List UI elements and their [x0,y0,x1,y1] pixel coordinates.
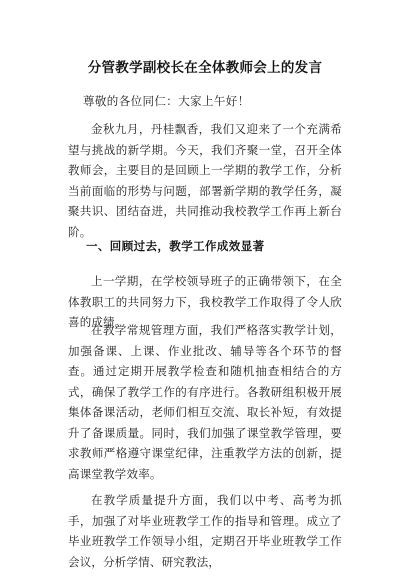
greeting-line: 尊敬的各位同仁：大家上午好！ [83,94,250,108]
section-heading: 一、回顾过去，教学工作成效显著 [86,239,265,253]
paragraph-routine-management: 在教学常规管理方面，我们严格落实教学计划，加强备课、上课、作业批改、辅导等各个环节的督查。通过定期开展教学检查和随机抽查相结合的方式，确保了教学工作的有序进行。各教研组积极开展集体备课活动，老师们相互交流、取长补短，有效提升了备课质量。同时，我们加强了课堂教学管理，要求教师严格遵守课堂纪律，注重教学方法的创新，提高课堂教学效率。 [68,323,342,481]
paragraph-review-summary: 上一学期，在学校领导班子的正确带领下，在全体教职工的共同努力下，我校教学工作取得了令人欣喜的成绩。 [68,274,342,329]
paragraph-intro: 金秋九月，丹桂飘香，我们又迎来了一个充满希望与挑战的新学期。今天，我们齐聚一堂，召开全体教师会，主要目的是回顾上一学期的教学工作，分析当前面临的形势与问题，部署新学期的教学任务，凝聚共识、团结奋进，共同推动我校教学工作再上新台阶。 [68,122,342,239]
document-title: 分管教学副校长在全体教师会上的发言 [87,60,323,76]
paragraph-quality-improvement: 在教学质量提升方面，我们以中考、高考为抓手，加强了对毕业班教学工作的指导和管理。成立了毕业班教学工作领导小组，定期召开毕业班教学工作会议，分析学情、研究教法， [68,493,342,569]
